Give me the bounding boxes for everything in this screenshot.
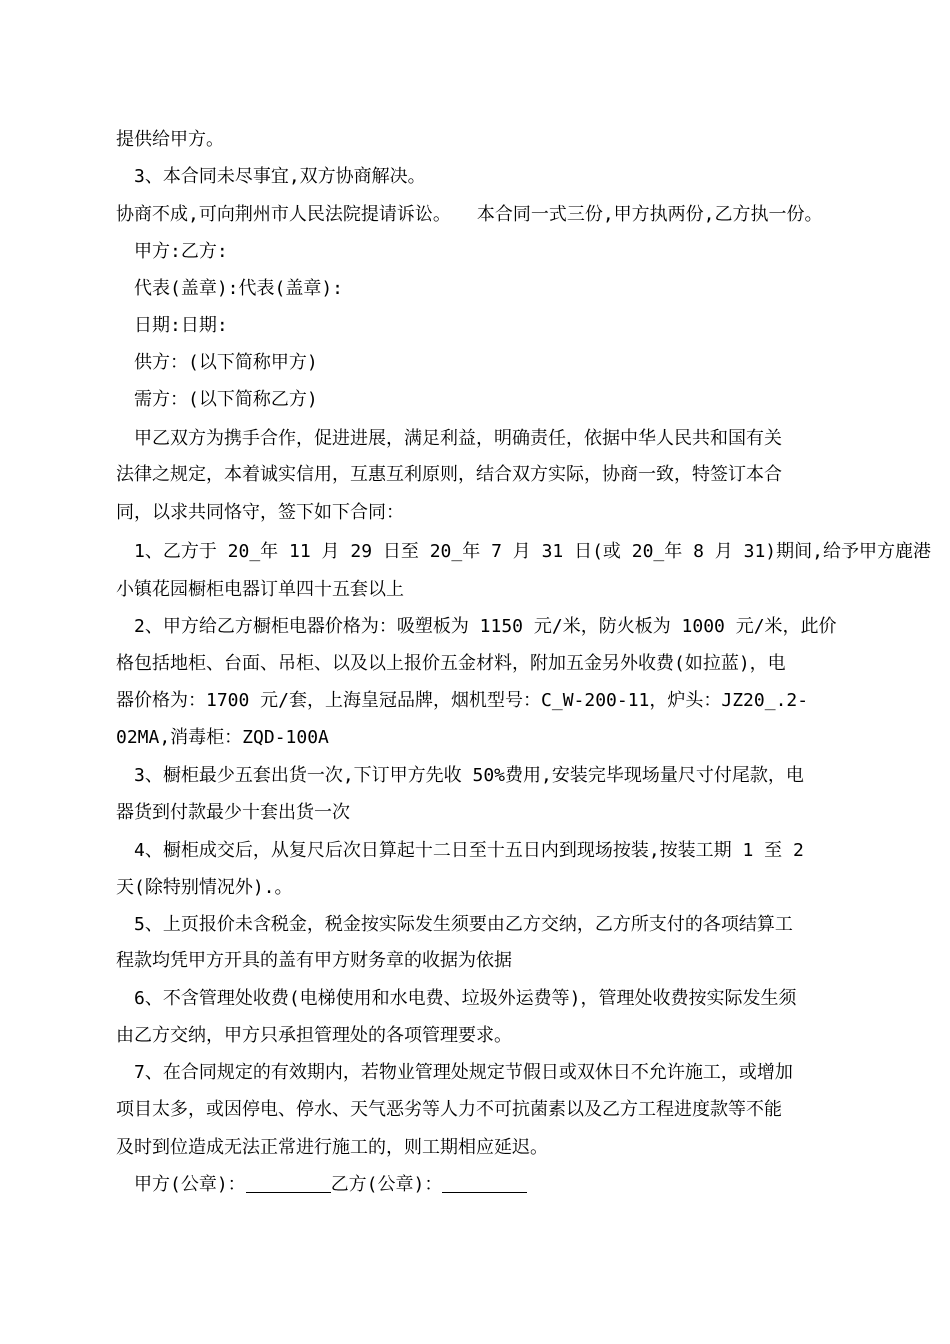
clause-5-line: 5、上页报价未含税金，税金按实际发生须要由乙方交纳，乙方所支付的各项结算工 bbox=[134, 914, 793, 935]
paragraph-line bbox=[0, 196, 950, 233]
party-line: 甲方:乙方: bbox=[134, 241, 228, 262]
date-line: 日期:日期: bbox=[134, 315, 228, 336]
representative-line: 代表(盖章):代表(盖章): bbox=[134, 278, 344, 299]
paragraph-line: 同，以求共同恪守，签下如下合同： bbox=[116, 502, 404, 523]
paragraph-line: 程款均凭甲方开具的盖有甲方财务章的收据为依据 bbox=[116, 950, 512, 971]
clause-6-line: 6、不含管理处收费(电梯使用和水电费、垃圾外运费等)，管理处收费按实际发生须 bbox=[134, 988, 797, 1009]
party-b-seal-label: 乙方(公章)： bbox=[330, 1174, 443, 1195]
paragraph-line: 天(除特别情况外).。 bbox=[116, 877, 293, 898]
paragraph-line: 由乙方交纳，甲方只承担管理处的各项管理要求。 bbox=[116, 1025, 512, 1046]
paragraph-line: 器价格为：1700 元/套，上海皇冠品牌，烟机型号：C_W-200-11，炉头：JZ20_.2- bbox=[116, 690, 809, 711]
party-b-signature-blank bbox=[442, 1174, 527, 1193]
paragraph-line: 02MA,消毒柜：ZQD-100A bbox=[116, 727, 329, 748]
clause-2-line: 2、甲方给乙方橱柜电器价格为：吸塑板为 1150 元/米，防火板为 1000 元/米，此价 bbox=[134, 616, 837, 637]
copies-text: 本合同一式三份,甲方执两份,乙方执一份。 bbox=[476, 204, 823, 225]
dispute-text: 协商不成,可向荆州市人民法院提请诉讼。 bbox=[116, 204, 451, 225]
paragraph-line: 格包括地柜、台面、吊柜、以及以上报价五金材料，附加五金另外收费(如拉蓝)，电 bbox=[116, 653, 786, 674]
clause-7-line: 7、在合同规定的有效期内，若物业管理处规定节假日或双休日不允许施工，或增加 bbox=[134, 1062, 793, 1083]
paragraph-line: 法律之规定，本着诚实信用，互惠互利原则，结合双方实际，协商一致，特签订本合 bbox=[116, 464, 782, 485]
party-a-signature-blank bbox=[246, 1174, 331, 1193]
paragraph-line: 项目太多，或因停电、停水、天气恶劣等人力不可抗菌素以及乙方工程进度款等不能 bbox=[116, 1099, 782, 1120]
buyer-line: 需方：(以下简称乙方) bbox=[134, 389, 318, 410]
supplier-line: 供方：(以下简称甲方) bbox=[134, 352, 318, 373]
clause-4-line: 4、橱柜成交后，从复尺后次日算起十二日至十五日内到现场按装,按装工期 1 至 2 bbox=[134, 840, 804, 861]
paragraph-line: 器货到付款最少十套出货一次 bbox=[116, 802, 350, 823]
party-a-seal-label: 甲方(公章)： bbox=[134, 1174, 246, 1195]
paragraph-line: 小镇花园橱柜电器订单四十五套以上 bbox=[116, 579, 404, 600]
paragraph-line: 提供给甲方。 bbox=[116, 129, 224, 150]
paragraph-line: 及时到位造成无法正常进行施工的，则工期相应延迟。 bbox=[116, 1137, 548, 1158]
signature-line bbox=[0, 1166, 950, 1203]
paragraph-line: 甲乙双方为携手合作，促进进展，满足利益，明确责任，依据中华人民共和国有关 bbox=[134, 428, 782, 449]
clause-3b-line: 3、橱柜最少五套出货一次,下订甲方先收 50%费用,安装完毕现场量尺寸付尾款，电 bbox=[134, 765, 804, 786]
clause-1-line: 1、乙方于 20_年 11 月 29 日至 20_年 7 月 31 日(或 20_年 8 月 31)期间,给予甲方鹿港 bbox=[134, 541, 931, 562]
clause-3-line: 3、本合同未尽事宜,双方协商解决。 bbox=[134, 166, 426, 187]
